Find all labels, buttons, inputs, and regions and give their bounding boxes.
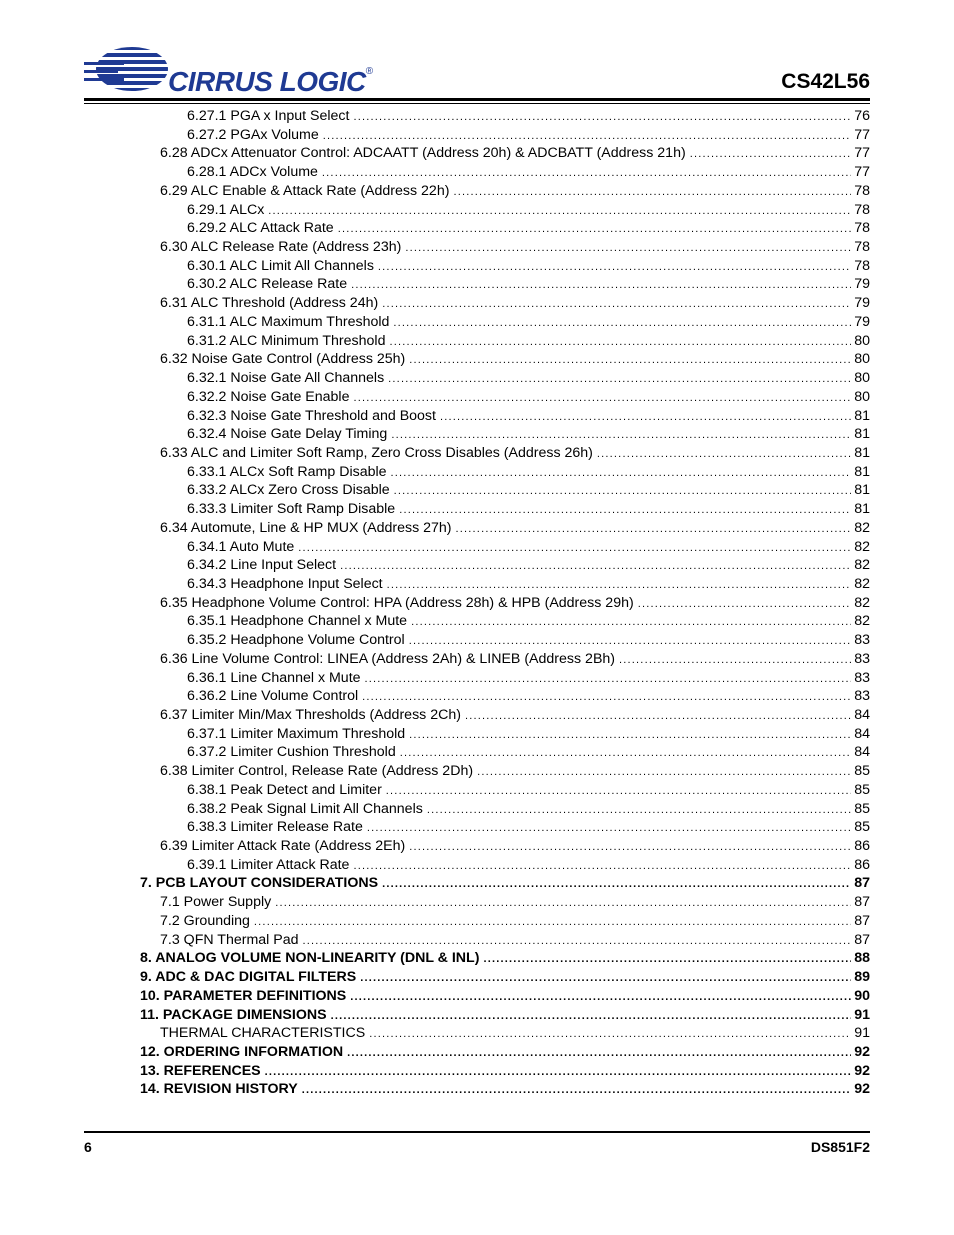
toc-entry-page: 87 [854, 912, 870, 929]
toc-entry-page: 88 [854, 950, 870, 967]
toc-dot-leader [362, 688, 851, 707]
toc-entry-page: 82 [854, 538, 870, 555]
toc-entry[interactable] [140, 556, 870, 575]
page-number: 6 [84, 1139, 92, 1155]
toc-dot-leader [347, 1044, 851, 1063]
toc-entry-page: 92 [854, 1062, 870, 1079]
toc-entry-page: 78 [854, 182, 870, 199]
toc-entry-title: 8. ANALOG VOLUME NON-LINEARITY (DNL & INL) [140, 950, 480, 967]
toc-entry-page: 90 [854, 987, 870, 1004]
toc-entry-page: 89 [854, 969, 870, 986]
toc-entry-title: 6.35.2 Headphone Volume Control [187, 632, 405, 649]
toc-entry-title: 6.33.1 ALCx Soft Ramp Disable [187, 463, 387, 480]
toc-dot-leader [365, 670, 852, 689]
toc-entry-page: 77 [854, 164, 870, 181]
toc-entry-title: 6.32 Noise Gate Control (Address 25h) [160, 351, 406, 368]
toc-entry[interactable] [140, 949, 870, 968]
toc-entry[interactable] [140, 144, 870, 163]
toc-entry-page: 81 [854, 482, 870, 499]
toc-entry-title: 6.28.1 ADCx Volume [187, 164, 318, 181]
toc-entry[interactable] [140, 725, 870, 744]
toc-dot-leader [268, 202, 851, 221]
toc-entry-title: 6.38.3 Limiter Release Rate [187, 819, 363, 836]
toc-entry[interactable] [140, 968, 870, 987]
document-title: CS42L56 [781, 70, 870, 93]
toc-entry[interactable] [140, 313, 870, 332]
toc-entry-page: 85 [854, 819, 870, 836]
toc-entry-title: 6.31 ALC Threshold (Address 24h) [160, 295, 379, 312]
toc-entry-title: 6.35 Headphone Volume Control: HPA (Address 28h) & HPB (Address 29h) [160, 594, 634, 611]
toc-entry-title: 14. REVISION HISTORY [140, 1081, 298, 1098]
toc-entry-title: 6.28 ADCx Attenuator Control: ADCAATT (Address 20h) & ADCBATT (Address 21h) [160, 145, 686, 162]
toc-entry-title: 6.37.2 Limiter Cushion Threshold [187, 744, 396, 761]
toc-entry[interactable] [140, 481, 870, 500]
toc-entry-title: 7.1 Power Supply [160, 894, 272, 911]
toc-entry[interactable] [140, 350, 870, 369]
toc-dot-leader [440, 408, 851, 427]
toc-entry-title: 6.34.1 Auto Mute [187, 538, 295, 555]
toc-entry[interactable] [140, 987, 870, 1006]
toc-dot-leader [690, 145, 852, 164]
toc-entry-page: 85 [854, 781, 870, 798]
toc-entry-page: 83 [854, 688, 870, 705]
toc-entry-page: 91 [854, 1006, 870, 1023]
toc-entry[interactable] [140, 369, 870, 388]
toc-dot-leader [411, 613, 851, 632]
toc-entry-title: 6.34 Automute, Line & HP MUX (Address 27h) [160, 519, 452, 536]
toc-entry-title: THERMAL CHARACTERISTICS [160, 1025, 366, 1042]
toc-dot-leader [597, 445, 851, 464]
toc-dot-leader [382, 295, 851, 314]
toc-entry[interactable] [140, 594, 870, 613]
toc-dot-leader [483, 950, 851, 969]
toc-entry-page: 87 [854, 894, 870, 911]
toc-entry[interactable] [140, 669, 870, 688]
toc-entry-title: 6.37 Limiter Min/Max Thresholds (Address 2Ch) [160, 707, 461, 723]
toc-entry-page: 80 [854, 332, 870, 349]
toc-entry-title: 6.36.1 Line Channel x Mute [187, 669, 361, 686]
toc-entry-page: 84 [854, 744, 870, 761]
toc-dot-leader [477, 763, 851, 782]
toc-entry-page: 81 [854, 426, 870, 443]
toc-dot-leader [275, 894, 851, 913]
toc-entry-title: 6.37.1 Limiter Maximum Threshold [187, 725, 406, 742]
toc-entry-title: 6.31.2 ALC Minimum Threshold [187, 332, 386, 349]
toc-dot-leader [322, 164, 851, 183]
toc-entry-title: 6.38.1 Peak Detect and Limiter [187, 781, 382, 798]
toc-entry-page: 86 [854, 838, 870, 855]
toc-entry[interactable] [140, 425, 870, 444]
toc-entry[interactable] [140, 762, 870, 781]
toc-entry[interactable] [140, 1080, 870, 1099]
toc-entry[interactable] [140, 538, 870, 557]
toc-entry-title: 6.38 Limiter Control, Release Rate (Address 2Dh) [160, 763, 474, 780]
toc-entry-title: 7.3 QFN Thermal Pad [160, 931, 299, 948]
toc-entry-page: 87 [854, 931, 870, 948]
toc-dot-leader [456, 520, 852, 539]
toc-entry-title: 6.39.1 Limiter Attack Rate [187, 856, 350, 873]
toc-dot-leader [393, 314, 851, 333]
toc-entry-page: 82 [854, 594, 870, 611]
toc-entry[interactable] [140, 201, 870, 220]
toc-dot-leader [323, 127, 852, 146]
toc-entry-page: 78 [854, 239, 870, 256]
toc-entry-page: 77 [854, 126, 870, 143]
toc-entry[interactable] [140, 407, 870, 426]
toc-entry-title: 12. ORDERING INFORMATION [140, 1043, 344, 1060]
table-of-contents [140, 107, 870, 1099]
toc-entry[interactable] [140, 631, 870, 650]
toc-entry[interactable] [140, 275, 870, 294]
toc-dot-leader [353, 389, 851, 408]
toc-dot-leader [369, 1025, 851, 1044]
header-rule-thick [84, 98, 870, 101]
toc-entry[interactable] [140, 800, 870, 819]
toc-entry-title: 9. ADC & DAC DIGITAL FILTERS [140, 969, 357, 986]
toc-entry-title: 6.27.2 PGAx Volume [187, 126, 319, 143]
toc-dot-leader [409, 726, 851, 745]
toc-dot-leader [298, 539, 851, 558]
toc-entry-page: 91 [854, 1025, 870, 1042]
toc-dot-leader [254, 913, 851, 932]
toc-entry-title: 6.34.3 Headphone Input Select [187, 575, 383, 592]
toc-entry[interactable] [140, 1024, 870, 1043]
toc-entry-title: 6.36.2 Line Volume Control [187, 688, 359, 705]
toc-entry-page: 81 [854, 407, 870, 424]
toc-entry[interactable] [140, 500, 870, 519]
toc-dot-leader [353, 857, 851, 876]
toc-entry[interactable] [140, 781, 870, 800]
toc-entry-title: 6.32.2 Noise Gate Enable [187, 388, 350, 405]
toc-entry[interactable] [140, 463, 870, 482]
toc-dot-leader [391, 464, 852, 483]
toc-entry[interactable] [140, 107, 870, 126]
toc-entry-title: 6.39 Limiter Attack Rate (Address 2Eh) [160, 838, 406, 855]
toc-entry[interactable] [140, 332, 870, 351]
toc-dot-leader [331, 1007, 852, 1026]
toc-entry-title: 6.30 ALC Release Rate (Address 23h) [160, 239, 402, 256]
toc-dot-leader [338, 220, 852, 239]
toc-entry-page: 80 [854, 388, 870, 405]
page-header [84, 40, 870, 106]
toc-entry[interactable] [140, 1062, 870, 1081]
toc-entry-title: 6.30.1 ALC Limit All Channels [187, 257, 374, 274]
toc-entry[interactable] [140, 687, 870, 706]
toc-entry-page: 85 [854, 763, 870, 780]
cirrus-logic-logo [84, 44, 374, 98]
toc-entry[interactable] [140, 706, 870, 725]
toc-entry[interactable] [140, 874, 870, 893]
toc-entry-title: 11. PACKAGE DIMENSIONS [140, 1006, 327, 1023]
toc-dot-leader [638, 595, 852, 614]
toc-entry[interactable] [140, 519, 870, 538]
toc-entry-title: 6.32.4 Noise Gate Delay Timing [187, 426, 388, 443]
toc-entry-page: 84 [854, 725, 870, 742]
toc-dot-leader [427, 801, 851, 820]
toc-entry[interactable] [140, 182, 870, 201]
toc-entry-page: 86 [854, 856, 870, 873]
toc-entry-title: 6.35.1 Headphone Channel x Mute [187, 613, 408, 630]
toc-dot-leader [340, 557, 851, 576]
toc-dot-leader [409, 351, 851, 370]
toc-entry-page: 83 [854, 650, 870, 667]
toc-entry-page: 85 [854, 800, 870, 817]
toc-entry-page: 83 [854, 632, 870, 649]
toc-dot-leader [351, 276, 851, 295]
toc-entry-page: 78 [854, 220, 870, 237]
toc-entry[interactable] [140, 126, 870, 145]
toc-dot-leader [409, 838, 851, 857]
toc-entry-title: 7.2 Grounding [160, 912, 250, 929]
toc-dot-leader [353, 108, 851, 127]
toc-entry-title: 6.32.1 Noise Gate All Channels [187, 370, 385, 387]
toc-dot-leader [465, 707, 851, 726]
toc-entry-title: 6.33 ALC and Limiter Soft Ramp, Zero Cross Disables (Address 26h) [160, 444, 593, 461]
toc-dot-leader [378, 258, 851, 277]
toc-entry[interactable] [140, 912, 870, 931]
toc-dot-leader [265, 1063, 852, 1082]
toc-entry-page: 79 [854, 276, 870, 293]
toc-entry-page: 92 [854, 1043, 870, 1060]
toc-entry[interactable] [140, 612, 870, 631]
toc-entry-page: 80 [854, 351, 870, 368]
toc-entry[interactable] [140, 856, 870, 875]
toc-dot-leader [399, 501, 851, 520]
toc-dot-leader [386, 782, 851, 801]
toc-entry-title: 10. PARAMETER DEFINITIONS [140, 987, 347, 1004]
toc-entry-title: 6.36 Line Volume Control: LINEA (Address 2Ah) & LINEB (Address 2Bh) [160, 650, 616, 667]
toc-entry-title: 6.33.3 Limiter Soft Ramp Disable [187, 501, 396, 518]
toc-entry[interactable] [140, 238, 870, 257]
toc-entry-page: 82 [854, 557, 870, 574]
toc-entry-page: 78 [854, 257, 870, 274]
toc-entry[interactable] [140, 575, 870, 594]
toc-entry-title: 6.32.3 Noise Gate Threshold and Boost [187, 407, 436, 424]
toc-entry[interactable] [140, 931, 870, 950]
toc-entry-page: 79 [854, 295, 870, 312]
toc-entry-page: 81 [854, 444, 870, 461]
toc-entry[interactable] [140, 444, 870, 463]
toc-entry[interactable] [140, 1043, 870, 1062]
toc-entry-title: 6.29.2 ALC Attack Rate [187, 220, 334, 237]
toc-entry-page: 80 [854, 370, 870, 387]
toc-entry-title: 6.29.1 ALCx [187, 201, 265, 218]
toc-dot-leader [400, 744, 851, 763]
toc-dot-leader [303, 932, 852, 951]
toc-dot-leader [619, 651, 851, 670]
toc-entry[interactable] [140, 837, 870, 856]
toc-entry-title: 6.33.2 ALCx Zero Cross Disable [187, 482, 390, 499]
toc-entry-page: 92 [854, 1081, 870, 1098]
toc-dot-leader [391, 426, 851, 445]
toc-dot-leader [405, 239, 851, 258]
toc-entry[interactable] [140, 1006, 870, 1025]
toc-entry[interactable] [140, 163, 870, 182]
toc-entry-page: 81 [854, 501, 870, 518]
toc-dot-leader [409, 632, 852, 651]
toc-entry[interactable] [140, 294, 870, 313]
toc-entry[interactable] [140, 893, 870, 912]
toc-dot-leader [302, 1081, 852, 1100]
toc-entry-page: 84 [854, 707, 870, 723]
toc-entry-page: 78 [854, 201, 870, 218]
toc-dot-leader [453, 183, 851, 202]
toc-entry[interactable] [140, 219, 870, 238]
toc-entry-page: 87 [854, 875, 870, 892]
toc-entry[interactable] [140, 650, 870, 669]
document-id: DS851F2 [810, 1139, 870, 1155]
toc-entry-title: 13. REFERENCES [140, 1062, 261, 1079]
toc-entry-title: 7. PCB LAYOUT CONSIDERATIONS [140, 875, 379, 892]
toc-dot-leader [350, 988, 851, 1007]
toc-entry-title: 6.30.2 ALC Release Rate [187, 276, 348, 293]
toc-entry-page: 79 [854, 313, 870, 330]
toc-entry-page: 82 [854, 613, 870, 630]
toc-dot-leader [360, 969, 851, 988]
toc-dot-leader [382, 875, 851, 894]
registered-mark: ® [365, 66, 373, 77]
toc-dot-leader [388, 370, 851, 389]
toc-dot-leader [367, 819, 851, 838]
toc-entry-page: 81 [854, 463, 870, 480]
footer-rule [84, 1131, 870, 1133]
toc-entry[interactable] [140, 818, 870, 837]
toc-entry-page: 76 [854, 108, 870, 124]
toc-entry-page: 82 [854, 519, 870, 536]
toc-dot-leader [387, 576, 852, 595]
toc-entry-title: 6.27.1 PGA x Input Select [187, 108, 350, 124]
toc-entry-title: 6.38.2 Peak Signal Limit All Channels [187, 800, 423, 817]
toc-entry-page: 83 [854, 669, 870, 686]
toc-dot-leader [389, 333, 851, 352]
toc-dot-leader [394, 482, 852, 501]
logo-wordmark: CIRRUS LOGIC [168, 66, 366, 97]
logo-globe-icon [84, 44, 174, 98]
toc-entry-title: 6.34.2 Line Input Select [187, 557, 337, 574]
header-rule-thin [84, 103, 870, 104]
toc-entry-title: 6.31.1 ALC Maximum Threshold [187, 313, 390, 330]
toc-entry-title: 6.29 ALC Enable & Attack Rate (Address 22h) [160, 182, 450, 199]
toc-entry[interactable] [140, 743, 870, 762]
toc-entry[interactable] [140, 388, 870, 407]
toc-entry[interactable] [140, 257, 870, 276]
toc-entry-page: 82 [854, 575, 870, 592]
toc-entry-page: 77 [854, 145, 870, 162]
